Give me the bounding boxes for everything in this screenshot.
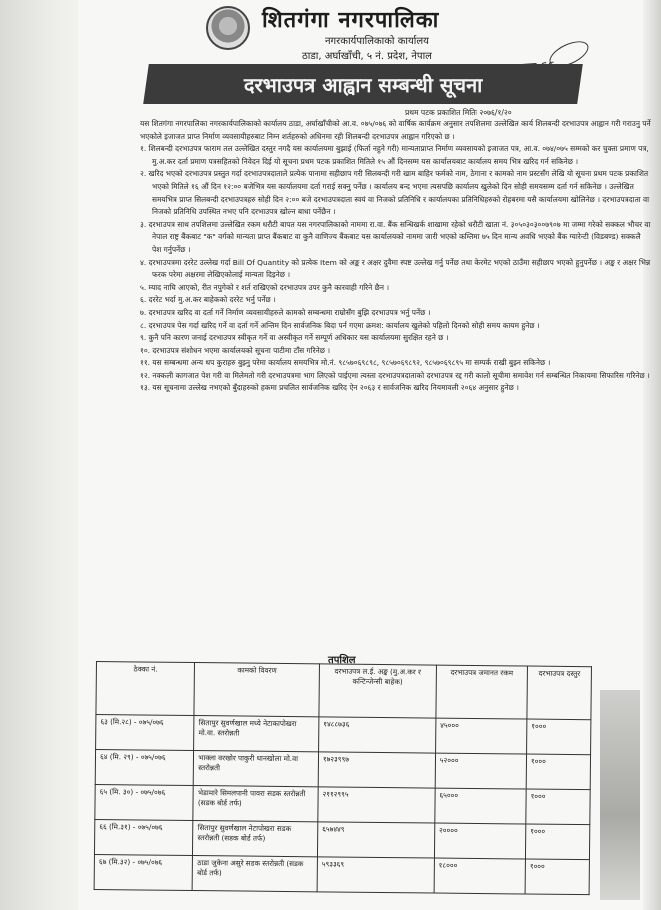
header-cost-estimate: दरभाउपत्र ल.ई. अङ्क (मु.अ.कर र कन्टिन्जेन्सी बाहेक): [319, 664, 436, 718]
left-page-bleed: [0, 0, 78, 910]
municipality-name: शितगंगा नगरपालिका: [262, 8, 440, 33]
condition-2: २. खरिद भएको दरभाउपत्र प्रस्तुत गर्दा दरभाउपत्रदाताले प्रत्येक पानामा सहीछाप गरी सिलबन्दी गरी खाम बाहिर फर्मको नाम, ठेगाना र कामको नाम प्रस्टसँग लेखि यो सूचना प्रथम पटक प्रकाशित भएको मितिले १६ औं दिन १२:०० बजेभित्र यस कार्यालयमा दर्ता गराई सक्नु पर्नेछ । कार्यालय बन्द भएमा त्यसपछि कार्यालय खुलेको दिन सोही समयसम्म दर्ता गर्न सकिनेछ । उल्लेखित समयभित्र प्राप्त सिलबन्दी दरभाउपत्रहरु सोही दिन २:०० बजे दरभाउपत्रदाता स्वयं वा निजको प्रतिनिधि र कार्यालयका प्रतिनिधिहरुको रोहबरमा यसै कार्यालयमा खोलिनेछ । दरभाउपत्रदाता वा निजको प्रतिनिधि उपस्थित नभए पनि दरभाउपत्र खोल्न बाधा पर्नेछैन ।: [140, 169, 650, 217]
condition-3: ३. दरभाउपत्र साथ तपशिलमा उल्लेखित रकम धरौटी बापत यस नगरपालिकाको नाममा रा.वा. बैंक सन्धिखर्क शाखामा रहेको धरौटी खाता नं. ३०५०३०३००७९०७ मा जम्मा गरेको सक्कल भौचर वा नेपाल राष्ट्र बैंकबाट "क" वर्गको मान्यता प्राप्त बैंकबाट वा कुनै वाणिज्य बैंकबाट यस कार्यालयको नाममा जारी भएको कम्तिमा ७५ दिन मान्य अवधि भएको बैंक ग्यारेन्टी (विडबण्ड) सक्कलै पेश गर्नुपर्नेछ ।: [140, 219, 651, 254]
cell-contract-no: ६४ (मि. २९) - ०७५/०७६: [95, 750, 194, 786]
cell-bid-security: ५२०००: [435, 753, 527, 789]
office-name: नगरकार्यपालिकाको कार्यालय: [325, 36, 429, 47]
cell-cost-estimate: १४८८७३६: [318, 717, 435, 753]
header-contract-no: ठेक्का नं.: [96, 662, 195, 716]
condition-11: ११. यस सम्बन्धमा अन्य थप कुराहरु बुझ्नु परेमा कार्यालय समयभित्र मो.नं. ९८५७०६९८९८, ९८५७०६९८९२, ९८५७०६९८९५ मा सम्पर्क राखी बुझ्न सकिनेछ ।: [140, 358, 551, 368]
cell-cost-estimate: १७२३९९७: [318, 752, 435, 788]
condition-6: ६. दररेट भर्दा मु.अ.कर बाहेकको दररेट भर्नु पर्नेछ ।: [140, 295, 276, 305]
publication-date: प्रथम पटक प्रकाशित मितिः २०७६/१/२०: [405, 108, 512, 117]
cell-contract-no: ६६ (मि.३१) - ०७५/०७६: [94, 819, 193, 855]
cell-work-description: सितापुर सुवर्णखाल नेटापोखरा सडक स्तरोन्नती (सडक बोर्ड तर्फ): [193, 821, 318, 857]
office-address: ठाडा, अर्घाखाँची, ५ नं. प्रदेश, नेपाल: [302, 51, 432, 62]
intro-paragraph: यस शितगंगा नगरपालिका नगरकार्यपालिकाको कार्यालय ठाडा, अर्घाखाँचीको आ.व. ०७५/०७६ को वार्षिक कार्यक्रम अनुसार तपशिलमा उल्लेखित कार्य शिलबन्दी दरभाउपत्र आह्वान गरी गराउनु पर्ने भएकोले इजाजत प्राप्त निर्माण व्यवसायीहरुबाट निम्न शर्तहरुको अधिनमा रही शिलबन्दी दरभाउपत्र आह्वान गरिएको छ ।: [140, 119, 651, 141]
details-table-title: तपशिल: [328, 655, 356, 666]
condition-9: ९. कुनै पनि कारण जनाई दरभाउपत्र स्वीकृत गर्ने वा अस्वीकृत गर्ने सम्पूर्ण अधिकार यस कार्यालयमा सुरक्षित रहने छ ।: [140, 333, 449, 343]
cell-cost-estimate: ६५७४४९: [317, 822, 434, 858]
table-row: [94, 819, 589, 859]
cell-bid-security: २००००: [434, 823, 526, 859]
cell-bid-security: १८०००: [434, 858, 526, 894]
notice-title: दरभाउपत्र आह्वान सम्बन्धी सूचना: [243, 72, 483, 97]
cell-contract-no: ६७ (मि.३२) - ०७५/०७६: [94, 854, 193, 890]
condition-5: ५. म्याद नाघि आएको, रीत नपुगेको र शर्त राखिएको दरभाउपत्र उपर कुनै कारवाही गरिने छैन ।: [140, 282, 390, 292]
table-row: [95, 750, 590, 790]
cell-contract-no: ६३ (मि.२८) - ०७५/०७६: [96, 715, 195, 751]
cell-bid-fee: १०००: [526, 789, 590, 825]
table-row: [95, 784, 590, 824]
condition-4: ४. दरभाउपत्रमा दररेट उल्लेख गर्दा Bill Of Quantity को प्रत्येक Item को अङ्क र अक्षर दुवैमा स्पष्ट उल्लेख गर्नु पर्नेछ तथा केरमेट भएको ठाउँमा सहीछाप भएको हुनुपर्नेछ । अङ्क र अक्षर भिन्न फरक परेमा अक्षरमा लेखिएकोलाई मान्यता दिइनेछ ।: [140, 257, 651, 280]
header-work-description: कामको विवरण: [194, 663, 319, 717]
header-bid-fee: दरभाउपत्र दस्तुर: [527, 666, 592, 720]
cell-bid-fee: १०००: [527, 719, 591, 755]
cell-contract-no: ६५ (मि. ३०) - ०७५/०७६: [95, 784, 194, 820]
condition-1: १. शिलबन्दी दरभाउपत्र फाराम तल उल्लेखित दस्तुर नगदै यस कार्यालयमा बुझाई (फिर्ता नहुने गरी) मान्यताप्राप्त निर्माण व्यवसायको इजाजत पत्र, आ.व. ०७४/०७५ सम्मको कर चुक्ता प्रमाण पत्र, मु.अ.कर दर्ता प्रमाण पत्रसहितको निवेदन दिई यो सूचना प्रथम पटक प्रकाशित मितिले १५ औं दिनसम्म यस कार्यालयबाट कार्यालय समय भित्र खरिद गर्न सकिनेछ ।: [140, 144, 649, 166]
cell-cost-estimate: २११२९९५: [318, 787, 435, 823]
cell-cost-estimate: ५९३३६९: [317, 857, 434, 893]
cell-work-description: सितापुर सुवर्णखाल मध्ये नेटाकापोखरा मो.वा. स्तरोन्नती: [194, 716, 319, 752]
table-header-row: [96, 662, 592, 720]
contract-details-table: [94, 661, 592, 895]
cell-work-description: भेडामारे सिमलपानी पावरा सडक स्तरोन्नती (सडक बोर्ड तर्फ): [193, 786, 318, 822]
condition-10: १०. दरभाउपत्र संशोधन भएमा कार्यालयको सूचना पाटीमा टाँस गरिनेछ ।: [140, 345, 331, 355]
cell-bid-fee: १०००: [526, 754, 590, 790]
adjacent-page-photo: [600, 690, 640, 900]
notice-body: [140, 118, 652, 395]
cell-work-description: ठाडा जुकेना असुरे सडक स्तरोन्नती (सडक बोर्ड तर्फ): [192, 856, 317, 892]
condition-13: १३. यस सूचनामा उल्लेख नभएको बुँदाहरुको हकमा प्रचलित सार्वजनिक खरिद ऐन २०६३ र सार्वजनिक खरिद नियमावली २०६४ अनुसार हुनेछ ।: [140, 383, 519, 393]
cell-bid-security: ६५०००: [435, 788, 527, 824]
cell-work-description: भाक्ला वरखोर पाकुरी धानखोला मो.वा स्तरोन्नती: [194, 751, 319, 787]
notice-title-banner: [143, 64, 583, 104]
cell-bid-fee: १०००: [525, 859, 589, 895]
government-emblem-icon: [206, 6, 250, 50]
table-row: [94, 854, 589, 894]
condition-12: १२. नक्कली कागजात पेश गरी वा मिलेमतो गरी दरभाउपत्रमा भाग लिएको पाईएमा त्यस्ता दरभाउपत्रदाताको दरभाउपत्र रद्द गरी कालो सूचीमा समावेश गर्न सम्बन्धित निकायमा सिफारिस गरिनेछ ।: [140, 370, 650, 380]
condition-8: ८. दरभाउपत्र पेस गर्दा खरिद गर्ने वा दर्ता गर्ने अन्तिम दिन सार्वजनिक बिदा पर्न गएमा क्रमश: कार्यालय खुलेको पहिलो दिनको सोही समय कायम हुनेछ ।: [140, 320, 540, 330]
cell-bid-security: ४५०००: [435, 718, 527, 754]
table-row: [96, 715, 591, 755]
cell-bid-fee: १०००: [525, 824, 589, 860]
condition-7: ७. दरभाउपत्र खरिद वा दर्ता गर्ने निर्माण व्यवसायीहरुले कामको सम्बन्धमा राम्रोसँग बुझि दरभाउपत्र भर्नु पर्नेछ ।: [140, 307, 431, 317]
header-bid-security: दरभाउपत्र जमानत रकम: [436, 665, 528, 719]
